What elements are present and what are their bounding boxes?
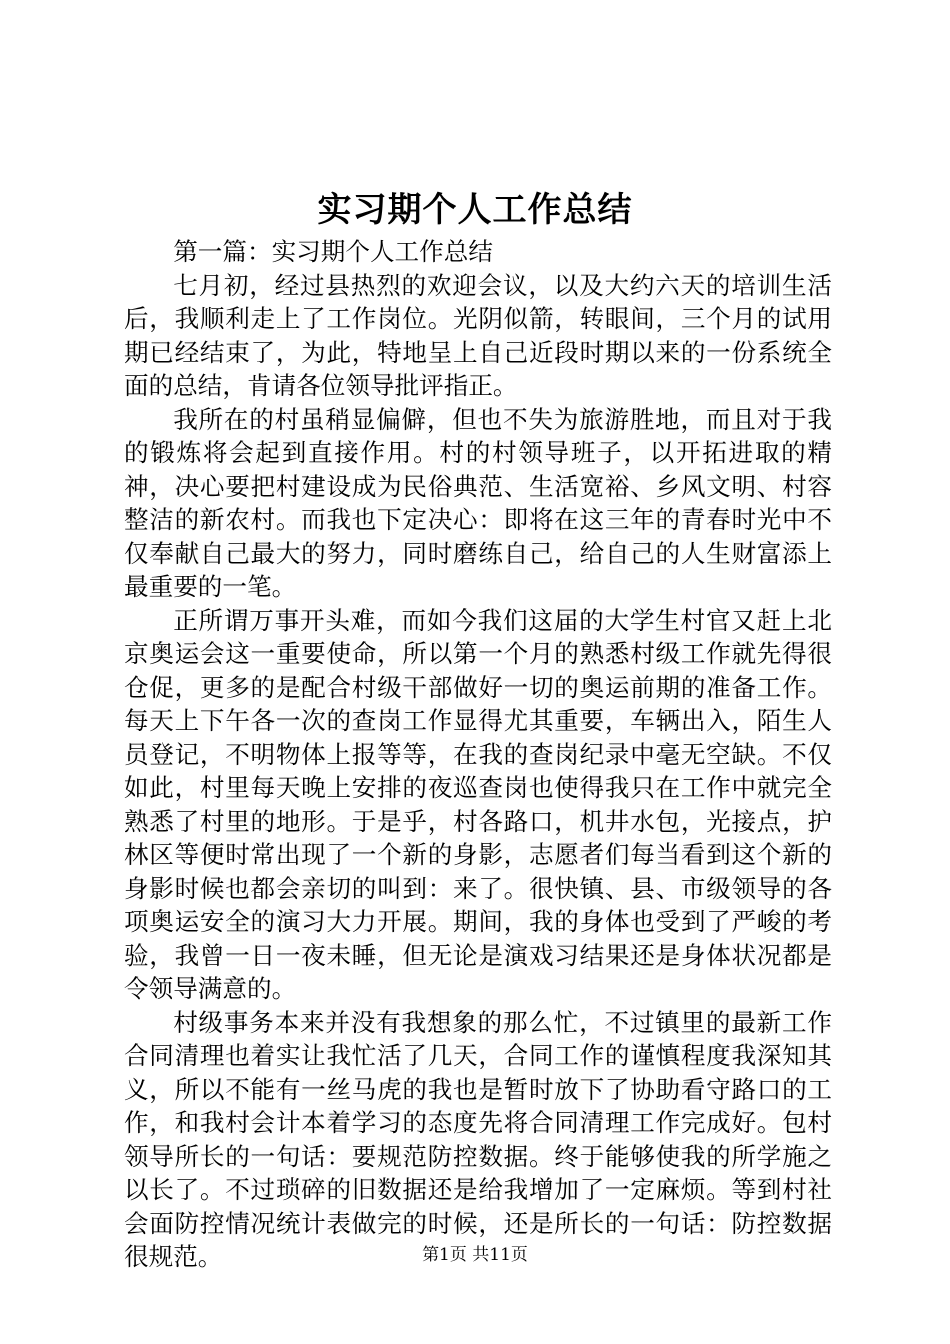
document-title: 实习期个人工作总结 [317, 190, 633, 230]
paragraph-4: 村级事务本来并没有我想象的那么忙，不过镇里的最新工作合同清理也着实让我忙活了几天，合同工作的谨慎程度我深知其义，所以不能有一丝马虎的我也是暂时放下了协助看守路口的工作，和我村会计本着学习的态度先将合同清理工作完成好。包村领导所长的一句话：要规范防控数据。终于能够使我的所学施之以长了。不过琐碎的旧数据还是给我增加了一定麻烦。等到村社会面防控情况统计表做完的时候，还是所长的一句话：防控数据很规范。 [124, 1007, 832, 1271]
paragraph-2: 我所在的村虽稍显偏僻，但也不失为旅游胜地，而且对于我的锻炼将会起到直接作用。村的村领导班子，以开拓进取的精神，决心要把村建设成为民俗典范、生活宽裕、乡风文明、村容整洁的新农村。而我也下定决心：即将在这三年的青春时光中不仅奉献自己最大的努力，同时磨练自己，给自己的人生财富添上最重要的一笔。 [124, 404, 832, 601]
document-body [124, 235, 832, 1274]
section-heading: 第一篇：实习期个人工作总结 [173, 237, 493, 266]
paragraph-1: 七月初，经过县热烈的欢迎会议，以及大约六天的培训生活后，我顺利走上了工作岗位。光阴似箭，转眼间，三个月的试用期已经结束了，为此，特地呈上自己近段时期以来的一份系统全面的总结，肯请各位领导批评指正。 [124, 270, 832, 400]
page-footer: 第1页 共11页 [422, 1245, 528, 1265]
paragraph-3: 正所谓万事开头难，而如今我们这届的大学生村官又赶上北京奥运会这一重要使命，所以第一个月的熟悉村级工作就先得很仓促，更多的是配合村级干部做好一切的奥运前期的准备工作。每天上下午各一次的查岗工作显得尤其重要，车辆出入，陌生人员登记，不明物体上报等等，在我的查岗纪录中毫无空缺。不仅如此，村里每天晚上安排的夜巡查岗也使得我只在工作中就完全熟悉了村里的地形。于是乎，村各路口，机井水包，光接点，护林区等便时常出现了一个新的身影，志愿者们每当看到这个新的身影时候也都会亲切的叫到：来了。很快镇、县、市级领导的各项奥运安全的演习大力开展。期间，我的身体也受到了严峻的考验，我曾一日一夜未睡，但无论是演戏习结果还是身体状况都是令领导满意的。 [124, 605, 832, 1003]
